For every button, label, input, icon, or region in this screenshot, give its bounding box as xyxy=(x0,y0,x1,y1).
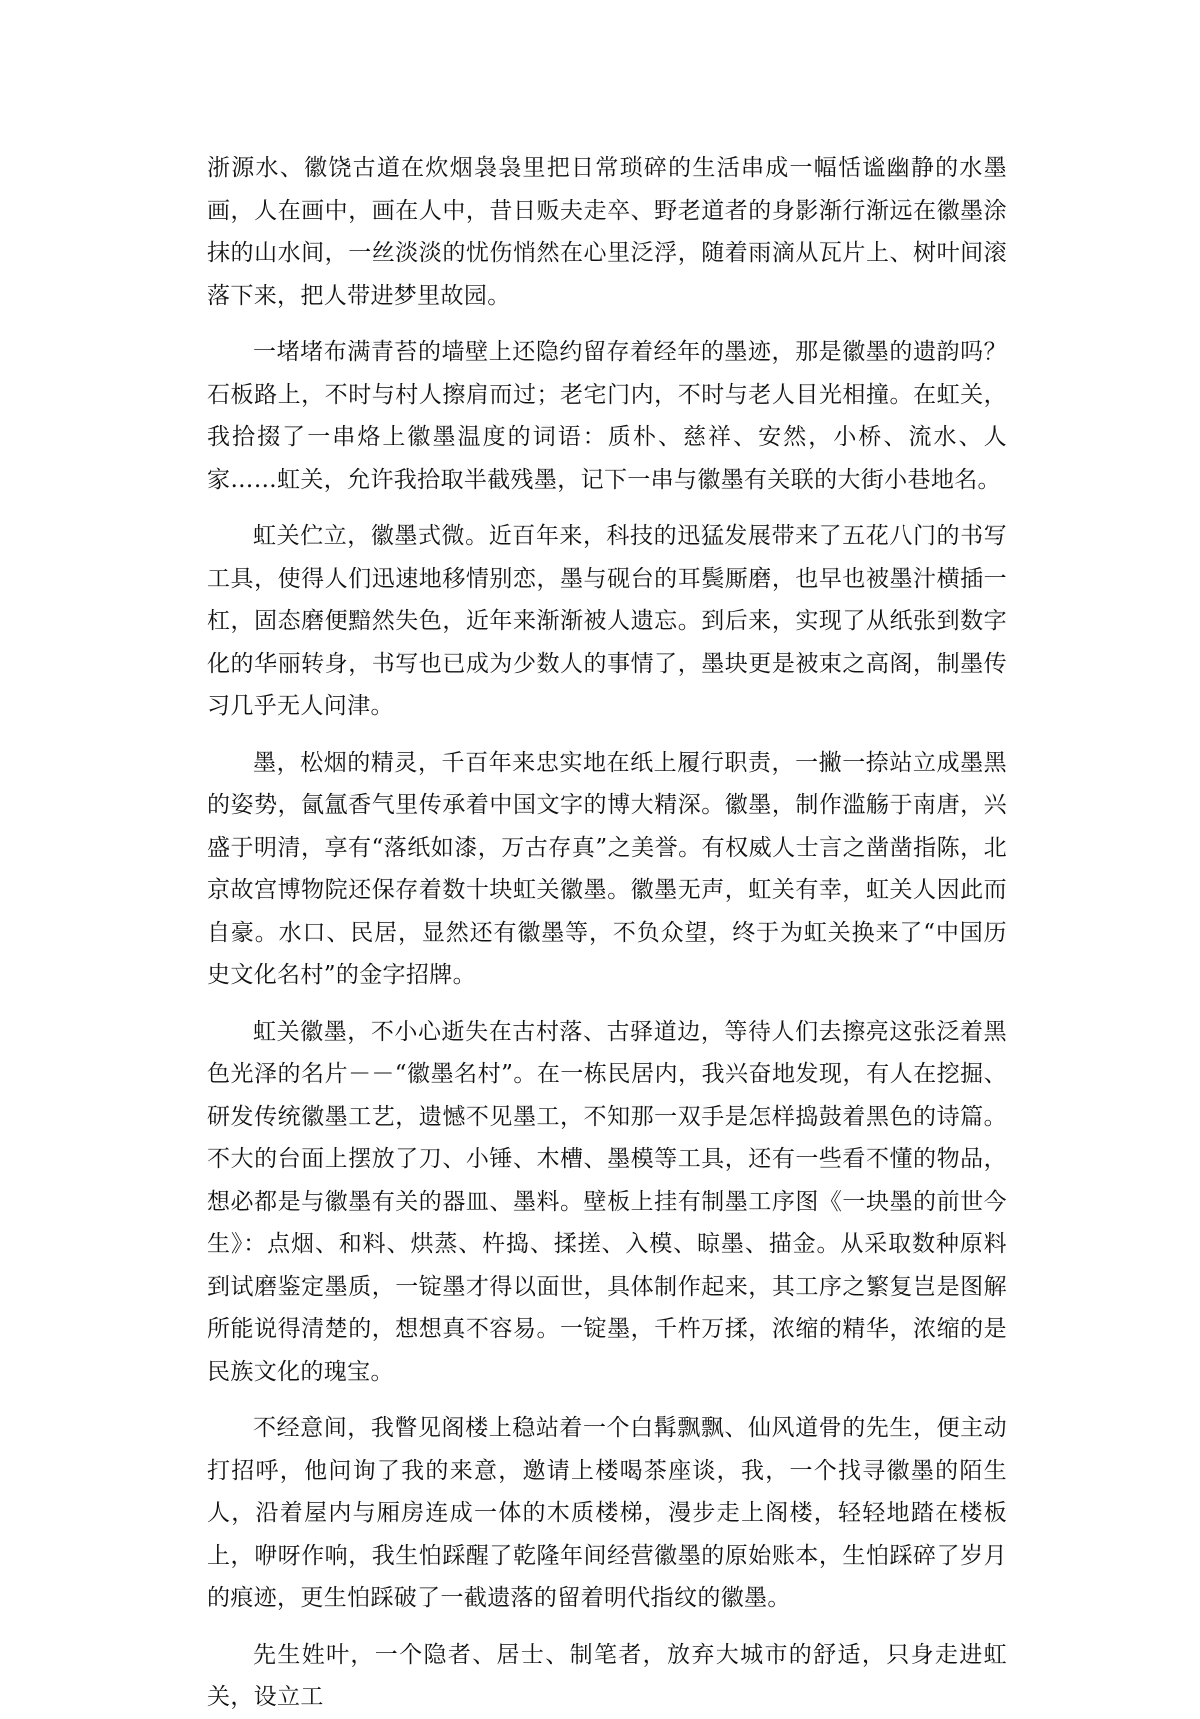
paragraph-ink-decline: 虹关伫立，徽墨式微。近百年来，科技的迅猛发展带来了五花八门的书写工具，使得人们迅速地移情别恋，墨与砚台的耳鬓厮磨，也早也被墨汁横插一杠，固态磨便黯然失色，近年来渐渐被人遗忘。到后来，实现了从纸张到数字化的华丽转身，书写也已成为少数人的事情了，墨块更是被束之高阁，制墨传习几乎无人问津。 xyxy=(207,523,1007,719)
paragraph-attic-visit: 不经意间，我瞥见阁楼上稳站着一个白髯飘飘、仙风道骨的先生，便主动打招呼，他问询了我的来意，邀请上楼喝茶座谈，我，一个找寻徽墨的陌生人，沿着屋内与厢房连成一体的木质楼梯，漫步走上阁楼，轻轻地踏在楼板上，咿呀作响，我生怕踩醒了乾隆年间经营徽墨的原始账本，生怕踩碎了岁月的痕迹，更生怕踩破了一截遗落的留着明代指纹的徽墨。 xyxy=(207,1415,1007,1611)
paragraph-moss-walls: 一堵堵布满青苔的墙壁上还隐约留存着经年的墨迹，那是徽墨的遗韵吗？石板路上，不时与村人擦肩而过；老宅门内，不时与老人目光相撞。在虹关，我拾掇了一串烙上徽墨温度的词语：质朴、慈祥、安然，小桥、流水、人家……虹关，允许我拾取半截残墨，记下一串与徽墨有关联的大街小巷地名。 xyxy=(207,339,1007,493)
paragraph-mr-ye: 先生姓叶，一个隐者、居士、制笔者，放弃大城市的舒适，只身走进虹关，设立工 xyxy=(207,1641,1007,1710)
paragraph-continued: 浙源水、徽饶古道在炊烟袅袅里把日常琐碎的生活串成一幅恬谧幽静的水墨画，人在画中，画在人中，昔日贩夫走卒、野老道者的身影渐行渐远在徽墨涂抹的山水间，一丝淡淡的忧伤悄然在心里泛浮，随着雨滴从瓦片上、树叶间滚落下来，把人带进梦里故园。 xyxy=(207,155,1007,309)
paragraph-ink-village: 虹关徽墨，不小心逝失在古村落、古驿道边，等待人们去擦亮这张泛着黑色光泽的名片－－“徽墨名村”。在一栋民居内，我兴奋地发现，有人在挖掘、研发传统徽墨工艺，遗憾不见墨工，不知那一双手是怎样捣鼓着黑色的诗篇。不大的台面上摆放了刀、小锤、木槽、墨模等工具，还有一些看不懂的物品，想必都是与徽墨有关的器皿、墨料。壁板上挂有制墨工序图《一块墨的前世今生》：点烟、和料、烘蒸、杵捣、揉搓、入模、晾墨、描金。从采取数种原料到试磨鉴定墨质，一锭墨才得以面世，具体制作起来，其工序之繁复岂是图解所能说得清楚的，想想真不容易。一锭墨，千杵万揉，浓缩的精华，浓缩的是民族文化的瑰宝。 xyxy=(207,1018,1007,1385)
article-body xyxy=(207,147,1007,1719)
paragraph-pine-soot-ink: 墨，松烟的精灵，千百年来忠实地在纸上履行职责，一撇一捺站立成墨黑的姿势，氤氲香气里传承着中国文字的博大精深。徽墨，制作滥觞于南唐，兴盛于明清，享有“落纸如漆，万古存真”之美誉。有权威人士言之凿凿指陈，北京故宫博物院还保存着数十块虹关徽墨。徽墨无声，虹关有幸，虹关人因此而自豪。水口、民居，显然还有徽墨等，不负众望，终于为虹关换来了“中国历史文化名村”的金字招牌。 xyxy=(207,749,1007,988)
